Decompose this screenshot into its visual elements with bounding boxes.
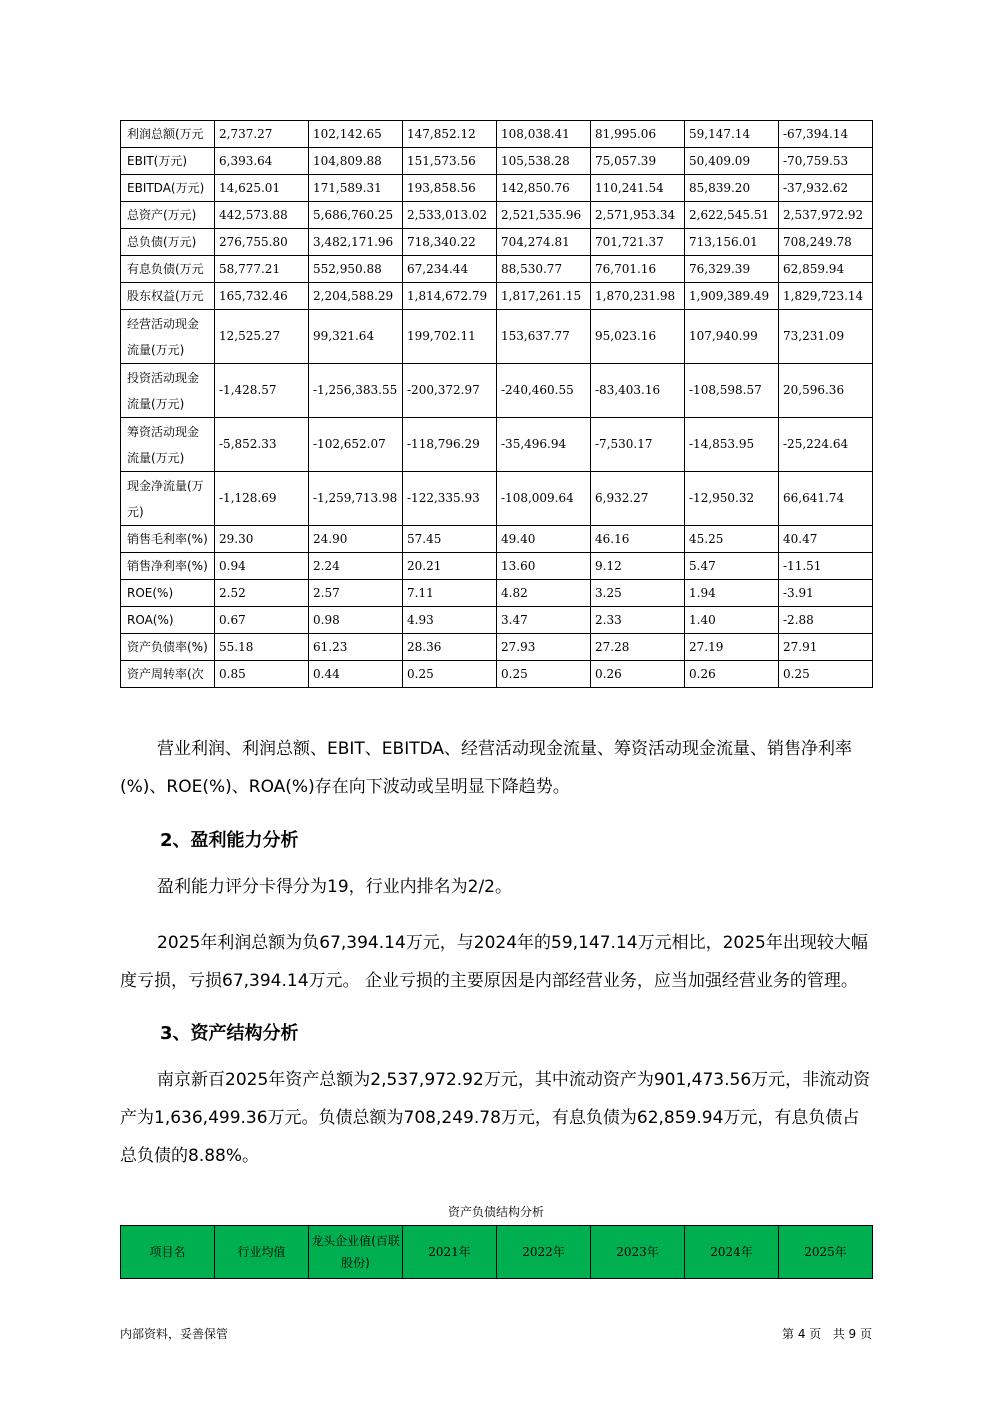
table-cell: 55.18	[215, 634, 309, 661]
table-cell: 151,573.56	[403, 148, 497, 175]
table-cell: 81,995.06	[591, 121, 685, 148]
table-row	[121, 418, 873, 472]
table-cell: 552,950.88	[309, 256, 403, 283]
table-cell: 24.90	[309, 526, 403, 553]
table-cell: 14,625.01	[215, 175, 309, 202]
table-cell: 165,732.46	[215, 283, 309, 310]
table-cell: 2,622,545.51	[685, 202, 779, 229]
table-row	[121, 283, 873, 310]
table-cell: 4.93	[403, 607, 497, 634]
header-cell: 2023年	[591, 1226, 685, 1279]
financial-indicators-table	[120, 120, 873, 688]
table-cell: 110,241.54	[591, 175, 685, 202]
row-label: ROE(%)	[121, 580, 215, 607]
table-cell: 76,329.39	[685, 256, 779, 283]
table-cell: 718,340.22	[403, 229, 497, 256]
header-cell: 龙头企业值(百联股份)	[309, 1226, 403, 1279]
section-2-paragraph-2: 2025年利润总额为负67,394.14万元，与2024年的59,147.14万元相比，2025年出现较大幅度亏损，亏损67,394.14万元。 企业亏损的主要原因是内部经营业务，应当加强经营业务的管理。	[120, 933, 868, 991]
table-cell: 7.11	[403, 580, 497, 607]
table-row	[121, 634, 873, 661]
table-cell: 2,537,972.92	[779, 202, 873, 229]
table-cell: 2.52	[215, 580, 309, 607]
table-row	[121, 256, 873, 283]
table-row	[121, 364, 873, 418]
table-cell: 40.47	[779, 526, 873, 553]
table-cell: -25,224.64	[779, 418, 873, 472]
table-cell: 27.93	[497, 634, 591, 661]
table-cell: -108,598.57	[685, 364, 779, 418]
table-cell: 67,234.44	[403, 256, 497, 283]
table-cell: -5,852.33	[215, 418, 309, 472]
table-cell: -35,496.94	[497, 418, 591, 472]
table-cell: 199,702.11	[403, 310, 497, 364]
table-row	[121, 661, 873, 688]
table-cell: 193,858.56	[403, 175, 497, 202]
table-cell: 2.33	[591, 607, 685, 634]
table-cell: 27.19	[685, 634, 779, 661]
table-cell: -11.51	[779, 553, 873, 580]
table-cell: 1,817,261.15	[497, 283, 591, 310]
table-cell: 2.24	[309, 553, 403, 580]
table-cell: -1,259,713.98	[309, 472, 403, 526]
section-2-paragraph-1: 盈利能力评分卡得分为19，行业内排名为2/2。	[157, 877, 512, 897]
row-label: 有息负债(万元	[121, 256, 215, 283]
row-label: 经营活动现金流量(万元)	[121, 310, 215, 364]
footer-left: 内部资料，妥善保管	[120, 1327, 229, 1341]
table-cell: 3.47	[497, 607, 591, 634]
table-cell: 153,637.77	[497, 310, 591, 364]
table-cell: 1.94	[685, 580, 779, 607]
table-cell: 147,852.12	[403, 121, 497, 148]
table-cell: 108,038.41	[497, 121, 591, 148]
section-2-heading: 2、盈利能力分析	[160, 830, 299, 851]
table-cell: 76,701.16	[591, 256, 685, 283]
table-cell: -3.91	[779, 580, 873, 607]
table-header-row	[121, 1226, 873, 1279]
table-cell: -67,394.14	[779, 121, 873, 148]
table-cell: -200,372.97	[403, 364, 497, 418]
table-row	[121, 148, 873, 175]
table-cell: 29.30	[215, 526, 309, 553]
table-cell: 75,057.39	[591, 148, 685, 175]
table-row	[121, 472, 873, 526]
table-cell: 0.44	[309, 661, 403, 688]
table-cell: 0.25	[403, 661, 497, 688]
row-label: EBITDA(万元)	[121, 175, 215, 202]
table-cell: 171,589.31	[309, 175, 403, 202]
table-cell: 701,721.37	[591, 229, 685, 256]
table-cell: 0.26	[591, 661, 685, 688]
table-cell: -1,428.57	[215, 364, 309, 418]
table-cell: 1,870,231.98	[591, 283, 685, 310]
table-cell: -240,460.55	[497, 364, 591, 418]
table-cell: 59,147.14	[685, 121, 779, 148]
table-cell: 85,839.20	[685, 175, 779, 202]
table-cell: 708,249.78	[779, 229, 873, 256]
table-cell: -12,950.32	[685, 472, 779, 526]
table-cell: 99,321.64	[309, 310, 403, 364]
row-label: 资产负债率(%)	[121, 634, 215, 661]
table-cell: 27.28	[591, 634, 685, 661]
table-cell: 12,525.27	[215, 310, 309, 364]
table-cell: 442,573.88	[215, 202, 309, 229]
table-cell: 5,686,760.25	[309, 202, 403, 229]
balance-structure-table	[120, 1225, 873, 1279]
row-label: 利润总额(万元	[121, 121, 215, 148]
table-cell: 9.12	[591, 553, 685, 580]
table-cell: 0.26	[685, 661, 779, 688]
row-label: ROA(%)	[121, 607, 215, 634]
table-cell: -37,932.62	[779, 175, 873, 202]
table-cell: -102,652.07	[309, 418, 403, 472]
table-cell: 142,850.76	[497, 175, 591, 202]
row-label: 资产周转率(次	[121, 661, 215, 688]
footer-page-number: 第 4 页 共 9 页	[782, 1327, 872, 1341]
table-cell: -1,256,383.55	[309, 364, 403, 418]
table-cell: 2,521,535.96	[497, 202, 591, 229]
table-row	[121, 580, 873, 607]
table-cell: 20,596.36	[779, 364, 873, 418]
table-cell: 713,156.01	[685, 229, 779, 256]
table-cell: 73,231.09	[779, 310, 873, 364]
table-cell: 3.25	[591, 580, 685, 607]
row-label: 总负债(万元)	[121, 229, 215, 256]
table-cell: -7,530.17	[591, 418, 685, 472]
table-cell: 66,641.74	[779, 472, 873, 526]
header-cell: 2022年	[497, 1226, 591, 1279]
table-cell: 2,737.27	[215, 121, 309, 148]
table-cell: 104,809.88	[309, 148, 403, 175]
table-cell: -70,759.53	[779, 148, 873, 175]
table-cell: 0.25	[497, 661, 591, 688]
table-cell: 1,829,723.14	[779, 283, 873, 310]
table-cell: 1.40	[685, 607, 779, 634]
table-cell: 20.21	[403, 553, 497, 580]
row-label: 股东权益(万元	[121, 283, 215, 310]
table-cell: 2,533,013.02	[403, 202, 497, 229]
table-row	[121, 202, 873, 229]
row-label: 销售毛利率(%)	[121, 526, 215, 553]
table-cell: 2,204,588.29	[309, 283, 403, 310]
table-row	[121, 553, 873, 580]
table-cell: 49.40	[497, 526, 591, 553]
table-cell: 0.85	[215, 661, 309, 688]
row-label: 总资产(万元)	[121, 202, 215, 229]
table-cell: -1,128.69	[215, 472, 309, 526]
table-row	[121, 121, 873, 148]
section-3-paragraph-1: 南京新百2025年资产总额为2,537,972.92万元，其中流动资产为901,473.56万元，非流动资产为1,636,499.36万元。负债总额为708,249.78万元，有息负债为62,859.94万元，有息负债占总负债的8.88%。	[120, 1070, 871, 1166]
table-cell: 13.60	[497, 553, 591, 580]
table-cell: 58,777.21	[215, 256, 309, 283]
row-label: EBIT(万元)	[121, 148, 215, 175]
table-cell: 704,274.81	[497, 229, 591, 256]
table-row	[121, 310, 873, 364]
table-cell: 57.45	[403, 526, 497, 553]
table-cell: 1,909,389.49	[685, 283, 779, 310]
table-cell: -122,335.93	[403, 472, 497, 526]
table-cell: 2,571,953.34	[591, 202, 685, 229]
row-label: 现金净流量(万元)	[121, 472, 215, 526]
table-cell: 28.36	[403, 634, 497, 661]
table-row	[121, 175, 873, 202]
table-cell: 6,393.64	[215, 148, 309, 175]
table-cell: 3,482,171.96	[309, 229, 403, 256]
table-cell: 2.57	[309, 580, 403, 607]
table-cell: 105,538.28	[497, 148, 591, 175]
header-cell: 2021年	[403, 1226, 497, 1279]
table-cell: -83,403.16	[591, 364, 685, 418]
table-row	[121, 229, 873, 256]
row-label: 销售净利率(%)	[121, 553, 215, 580]
table-row	[121, 607, 873, 634]
table-cell: 0.67	[215, 607, 309, 634]
table-cell: 0.25	[779, 661, 873, 688]
table-cell: 61.23	[309, 634, 403, 661]
header-cell: 2025年	[779, 1226, 873, 1279]
table-row	[121, 526, 873, 553]
section-3-heading: 3、资产结构分析	[160, 1023, 299, 1044]
row-label: 投资活动现金流量(万元)	[121, 364, 215, 418]
table-cell: 0.98	[309, 607, 403, 634]
row-label: 筹资活动现金流量(万元)	[121, 418, 215, 472]
table-cell: 5.47	[685, 553, 779, 580]
table-cell: -118,796.29	[403, 418, 497, 472]
trend-note-paragraph: 营业利润、利润总额、EBIT、EBITDA、经营活动现金流量、筹资活动现金流量、销售净利率(%)、ROE(%)、ROA(%)存在向下波动或呈明显下降趋势。	[120, 739, 853, 797]
table-cell: 95,023.16	[591, 310, 685, 364]
table-cell: 4.82	[497, 580, 591, 607]
header-cell: 行业均值	[215, 1226, 309, 1279]
table-cell: 276,755.80	[215, 229, 309, 256]
table-caption: 资产负债结构分析	[447, 1205, 544, 1219]
table-cell: 1,814,672.79	[403, 283, 497, 310]
table-cell: 107,940.99	[685, 310, 779, 364]
table-cell: -108,009.64	[497, 472, 591, 526]
table-cell: -2.88	[779, 607, 873, 634]
table-cell: 0.94	[215, 553, 309, 580]
table-cell: 27.91	[779, 634, 873, 661]
header-cell: 项目名	[121, 1226, 215, 1279]
table-cell: 46.16	[591, 526, 685, 553]
table-cell: 62,859.94	[779, 256, 873, 283]
table-cell: 102,142.65	[309, 121, 403, 148]
table-cell: 88,530.77	[497, 256, 591, 283]
table-cell: 6,932.27	[591, 472, 685, 526]
table-cell: 50,409.09	[685, 148, 779, 175]
header-cell: 2024年	[685, 1226, 779, 1279]
table-cell: -14,853.95	[685, 418, 779, 472]
table-cell: 45.25	[685, 526, 779, 553]
